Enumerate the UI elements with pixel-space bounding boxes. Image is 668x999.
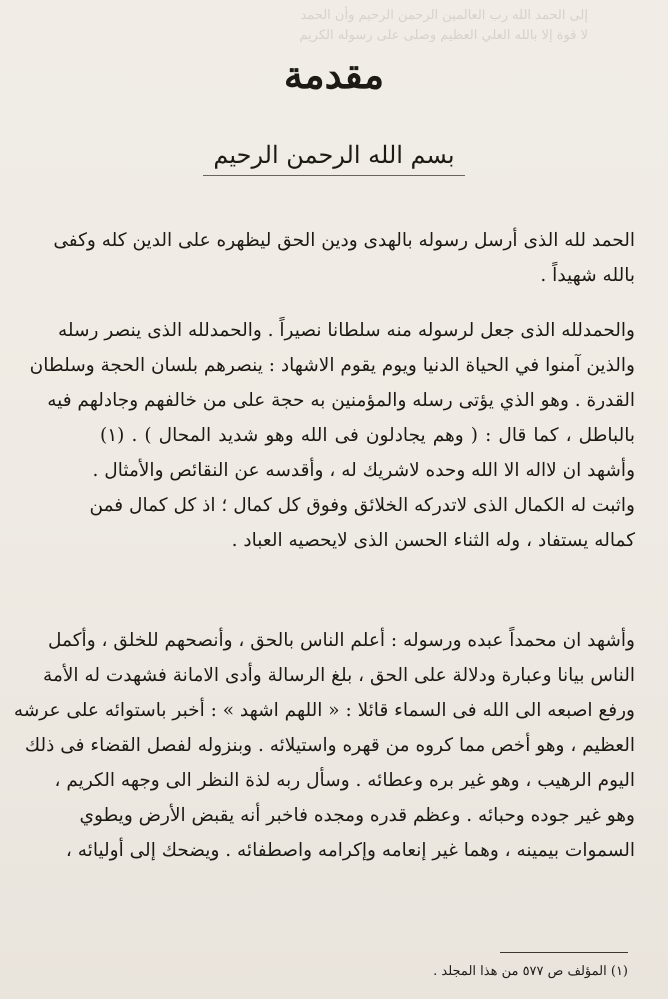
paragraph-1 — [53, 223, 635, 293]
basmala — [0, 135, 668, 176]
text-line: السموات بيمينه ، وهما غير إنعامه وإكرامه واصطفائه . ويضحك إلى أوليائه ، — [65, 840, 635, 861]
text-line: ورفع اصبعه الى الله فى السماء قائلا : « اللهم اشهد » : أخبر باستوائه على عرشه — [13, 700, 635, 721]
text-line: واثبت له الكمال الذى لاتدركه الخلائق وفوق كل كمال ؛ اذ كل كمال فمن — [89, 495, 635, 516]
text-line: اليوم الرهيب ، وهو غير بره وعطائه . وسأل ربه لذة النظر الى وجهه الكريم ، — [54, 770, 635, 791]
basmala-text: بسم الله الرحمن الرحيم — [203, 135, 464, 176]
text-line: وهو غير جوده وحبائه . وعظم قدره ومجده فاخبر أنه يقبض الأرض ويطوي — [79, 805, 635, 826]
text-line: العظيم ، وهو أخص مما كروه من قهره واستيلائه . وبنزوله لفصل القضاء فى ذلك — [24, 735, 635, 756]
footnote-divider — [500, 952, 628, 953]
text-line: وأشهد ان لااله الا الله وحده لاشريك له ، وأقدسه عن النقائص والأمثال . — [92, 460, 635, 481]
text-line: كماله يستفاد ، وله الثناء الحسن الذى لايحصيه العباد . — [231, 530, 635, 551]
bleed-line: إلى الحمد الله رب العالمين الرحمن الرحيم وأن الحمد — [300, 8, 588, 23]
text-line: بالله شهيداً . — [540, 265, 635, 286]
text-line: الناس بيانا وعبارة ودلالة على الحق ، بلغ الرسالة وأدى الامانة فشهدت له الأمة — [43, 665, 635, 686]
bleed-through-text — [88, 6, 588, 46]
text-line: الحمد لله الذى أرسل رسوله بالهدى ودين الحق ليظهره على الدين كله وكفى — [53, 230, 635, 251]
page-title: مقدمة — [283, 52, 385, 97]
text-line: بالباطل ، كما قال : ( وهم يجادلون فى الله وهو شديد المحال ) . (١) — [100, 425, 635, 446]
footnote: (١) المؤلف ص ٥٧٧ من هذا المجلد . — [433, 964, 628, 979]
bleed-line: لا قوة إلا بالله العلي العظيم وصلى على رسوله الكريم — [299, 28, 588, 43]
text-line: القدرة . وهو الذي يؤتى رسله والمؤمنين به حجة على من خالفهم وجادلهم فيه — [47, 390, 635, 411]
paragraph-3 — [13, 623, 635, 868]
text-line: والحمدلله الذى جعل لرسوله منه سلطانا نصيراً . والحمدلله الذى ينصر رسله — [57, 320, 635, 341]
text-line: والذين آمنوا في الحياة الدنيا ويوم يقوم الاشهاد : ينصرهم بلسان الحجة وسلطان — [29, 355, 635, 376]
text-line: وأشهد ان محمداً عبده ورسوله : أعلم الناس بالحق ، وأنصحهم للخلق ، وأكمل — [48, 630, 635, 651]
paragraph-2 — [29, 313, 635, 558]
